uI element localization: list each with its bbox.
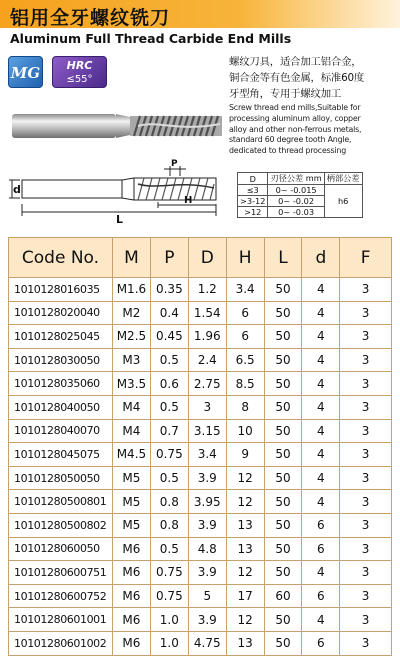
tolerance-value: 0~ -0.03	[268, 207, 324, 218]
hrc-value: ≤55°	[66, 74, 93, 85]
table-cell: 0.7	[150, 419, 188, 443]
table-row	[9, 348, 392, 372]
table-body	[9, 278, 392, 656]
table-cell: 8.5	[226, 372, 264, 396]
table-cell: 9	[226, 443, 264, 467]
table-header-cell: D	[188, 238, 226, 278]
table-header-cell: L	[264, 238, 302, 278]
table-cell: 6	[302, 584, 340, 608]
product-description	[229, 54, 397, 157]
table-cell: 3.9	[188, 466, 226, 490]
code-cell: 1010128035060	[9, 372, 113, 396]
tolerance-header-cell: 柄部公差	[324, 173, 362, 185]
table-row	[9, 561, 392, 585]
table-cell: 50	[264, 443, 302, 467]
table-cell: 4	[302, 561, 340, 585]
mg-badge: MG	[8, 56, 43, 88]
table-cell: 0.5	[150, 395, 188, 419]
table-cell: 6	[226, 325, 264, 349]
diagram-label-h: H	[184, 195, 193, 206]
table-row	[9, 608, 392, 632]
table-cell: 3	[340, 419, 392, 443]
table-cell: 3	[340, 395, 392, 419]
table-header-cell: F	[340, 238, 392, 278]
code-cell: 1010128045075	[9, 443, 113, 467]
table-cell: M6	[112, 584, 150, 608]
table-cell: M4	[112, 419, 150, 443]
code-cell: 1010128025045	[9, 325, 113, 349]
tolerance-value: 0~ -0.015	[268, 185, 324, 196]
table-cell: 0.5	[150, 537, 188, 561]
table-cell: 6	[302, 631, 340, 655]
table-row	[9, 631, 392, 655]
table-cell: 1.96	[188, 325, 226, 349]
table-header-row	[9, 238, 392, 278]
table-cell: M6	[112, 537, 150, 561]
description-cn-line: 牙型角，专用于螺纹加工	[229, 88, 342, 100]
table-cell: 3	[340, 631, 392, 655]
description-en-line: standard 60 degree tooth Angle,	[229, 135, 352, 145]
table-cell: 12	[226, 561, 264, 585]
tolerance-header-row	[238, 173, 363, 185]
table-cell: 13	[226, 631, 264, 655]
table-cell: 3.9	[188, 608, 226, 632]
description-en-line: alloy and other non-ferrous metals,	[229, 124, 362, 134]
table-cell: 0.35	[150, 278, 188, 302]
description-en-line: Screw thread end mills,Suitable for	[229, 103, 361, 112]
table-cell: 50	[264, 301, 302, 325]
table-cell: 0.75	[150, 561, 188, 585]
table-cell: 4.75	[188, 631, 226, 655]
table-cell: 50	[264, 490, 302, 514]
table-cell: 4	[302, 278, 340, 302]
tolerance-header-cell: 刃径公差 mm	[268, 173, 324, 185]
table-cell: 3	[340, 278, 392, 302]
table-cell: 2.4	[188, 348, 226, 372]
table-cell: 6	[226, 301, 264, 325]
table-cell: M3	[112, 348, 150, 372]
table-cell: 12	[226, 608, 264, 632]
end-mill-photo	[8, 100, 226, 150]
table-cell: 0.75	[150, 443, 188, 467]
description-cn	[229, 54, 397, 102]
diagram-label-d: d	[13, 183, 21, 196]
table-cell: M3.5	[112, 372, 150, 396]
description-en-line: dedicated to thread processing	[229, 146, 347, 156]
diagram-label-p: P	[171, 159, 178, 169]
table-cell: 50	[264, 348, 302, 372]
table-header-cell: M	[112, 238, 150, 278]
table-cell: M4	[112, 395, 150, 419]
table-header-cell: Code No.	[9, 238, 113, 278]
table-cell: 4	[302, 348, 340, 372]
table-row	[9, 325, 392, 349]
table-cell: 13	[226, 537, 264, 561]
table-row	[9, 301, 392, 325]
table-cell: 50	[264, 419, 302, 443]
table-cell: 50	[264, 372, 302, 396]
dimension-diagram	[8, 160, 232, 225]
table-cell: 3.15	[188, 419, 226, 443]
code-cell: 1010128060050	[9, 537, 113, 561]
table-cell: 3	[340, 608, 392, 632]
tolerance-table	[237, 172, 363, 218]
table-cell: M5	[112, 490, 150, 514]
table-header-cell: d	[302, 238, 340, 278]
table-cell: 3	[340, 372, 392, 396]
table-cell: 50	[264, 466, 302, 490]
table-header-cell: H	[226, 238, 264, 278]
table-cell: 1.54	[188, 301, 226, 325]
table-cell: 3	[340, 584, 392, 608]
page-subtitle: Aluminum Full Thread Carbide End Mills	[10, 31, 292, 46]
table-cell: M4.5	[112, 443, 150, 467]
table-cell: M5	[112, 466, 150, 490]
table-row	[9, 490, 392, 514]
table-cell: 3	[340, 325, 392, 349]
hrc-label: HRC	[66, 59, 93, 72]
tolerance-header-cell: D	[238, 173, 268, 185]
table-cell: 12	[226, 490, 264, 514]
table-cell: 3	[340, 513, 392, 537]
table-cell: 4	[302, 490, 340, 514]
table-row	[9, 419, 392, 443]
code-cell: 1010128040050	[9, 395, 113, 419]
table-cell: 50	[264, 278, 302, 302]
table-row	[9, 466, 392, 490]
table-cell: 4	[302, 372, 340, 396]
table-cell: 50	[264, 561, 302, 585]
table-cell: 8	[226, 395, 264, 419]
table-cell: 3.9	[188, 561, 226, 585]
table-cell: M2	[112, 301, 150, 325]
code-cell: 10101280500802	[9, 513, 113, 537]
tolerance-row	[238, 185, 363, 196]
table-cell: 50	[264, 608, 302, 632]
code-cell: 1010128030050	[9, 348, 113, 372]
table-row	[9, 372, 392, 396]
table-cell: 12	[226, 466, 264, 490]
table-row	[9, 395, 392, 419]
table-cell: 4	[302, 443, 340, 467]
table-cell: 3.9	[188, 513, 226, 537]
description-cn-line: 螺纹刀具，适合加工铝合金，	[229, 56, 362, 68]
table-cell: 3.95	[188, 490, 226, 514]
table-cell: 4	[302, 466, 340, 490]
table-row	[9, 537, 392, 561]
table-cell: M1.6	[112, 278, 150, 302]
table-row	[9, 443, 392, 467]
table-cell: 5	[188, 584, 226, 608]
table-cell: 4	[302, 325, 340, 349]
table-cell: 0.6	[150, 372, 188, 396]
table-cell: 3	[340, 537, 392, 561]
code-cell: 1010128040070	[9, 419, 113, 443]
table-cell: 1.0	[150, 631, 188, 655]
table-cell: 6.5	[226, 348, 264, 372]
table-cell: 3	[188, 395, 226, 419]
table-cell: 1.0	[150, 608, 188, 632]
table-row	[9, 584, 392, 608]
table-cell: 4	[302, 608, 340, 632]
table-cell: 3.4	[188, 443, 226, 467]
tolerance-range: ≤3	[238, 185, 268, 196]
table-cell: 50	[264, 513, 302, 537]
table-cell: 6	[302, 537, 340, 561]
table-cell: 6	[302, 513, 340, 537]
table-cell: 2.75	[188, 372, 226, 396]
table-cell: 50	[264, 631, 302, 655]
table-cell: 3	[340, 561, 392, 585]
table-cell: M5	[112, 513, 150, 537]
table-cell: 4	[302, 395, 340, 419]
table-cell: 0.5	[150, 466, 188, 490]
code-cell: 10101280500801	[9, 490, 113, 514]
table-cell: M6	[112, 608, 150, 632]
code-cell: 10101280600752	[9, 584, 113, 608]
tolerance-value: 0~ -0.02	[268, 196, 324, 207]
table-cell: 4	[302, 419, 340, 443]
table-cell: 60	[264, 584, 302, 608]
code-cell: 10101280601001	[9, 608, 113, 632]
table-cell: M6	[112, 561, 150, 585]
table-cell: 0.8	[150, 490, 188, 514]
table-cell: 17	[226, 584, 264, 608]
table-row	[9, 278, 392, 302]
table-cell: 10	[226, 419, 264, 443]
code-cell: 10101280601002	[9, 631, 113, 655]
table-cell: 50	[264, 395, 302, 419]
table-cell: 3	[340, 466, 392, 490]
table-cell: 0.75	[150, 584, 188, 608]
description-cn-line: 铜合金等有色金属，标准60度	[229, 72, 365, 84]
table-cell: 50	[264, 537, 302, 561]
table-cell: 0.45	[150, 325, 188, 349]
table-cell: 50	[264, 325, 302, 349]
table-cell: 3	[340, 348, 392, 372]
diagram-label-l: L	[116, 213, 124, 226]
code-cell: 1010128016035	[9, 278, 113, 302]
table-cell: 3	[340, 443, 392, 467]
description-en	[229, 103, 397, 157]
table-cell: 0.5	[150, 348, 188, 372]
product-table	[8, 237, 392, 656]
table-cell: 3	[340, 301, 392, 325]
table-cell: 1.2	[188, 278, 226, 302]
table-row	[9, 513, 392, 537]
page-title: 铝用全牙螺纹铣刀	[10, 7, 171, 29]
table-cell: 4	[302, 301, 340, 325]
table-cell: 3.4	[226, 278, 264, 302]
table-header-cell: P	[150, 238, 188, 278]
table-cell: M6	[112, 631, 150, 655]
description-en-line: processing aluminum alloy, copper	[229, 113, 361, 123]
code-cell: 10101280600751	[9, 561, 113, 585]
table-cell: 13	[226, 513, 264, 537]
material-badges	[8, 54, 108, 90]
table-cell: M2.5	[112, 325, 150, 349]
tolerance-range: >3-12	[238, 196, 268, 207]
code-cell: 1010128020040	[9, 301, 113, 325]
table-cell: 4.8	[188, 537, 226, 561]
table-cell: 3	[340, 490, 392, 514]
table-cell: 0.4	[150, 301, 188, 325]
hrc-badge	[52, 56, 107, 88]
code-cell: 1010128050050	[9, 466, 113, 490]
table-cell: 0.8	[150, 513, 188, 537]
shank-tolerance: h6	[324, 185, 362, 218]
tolerance-range: >12	[238, 207, 268, 218]
